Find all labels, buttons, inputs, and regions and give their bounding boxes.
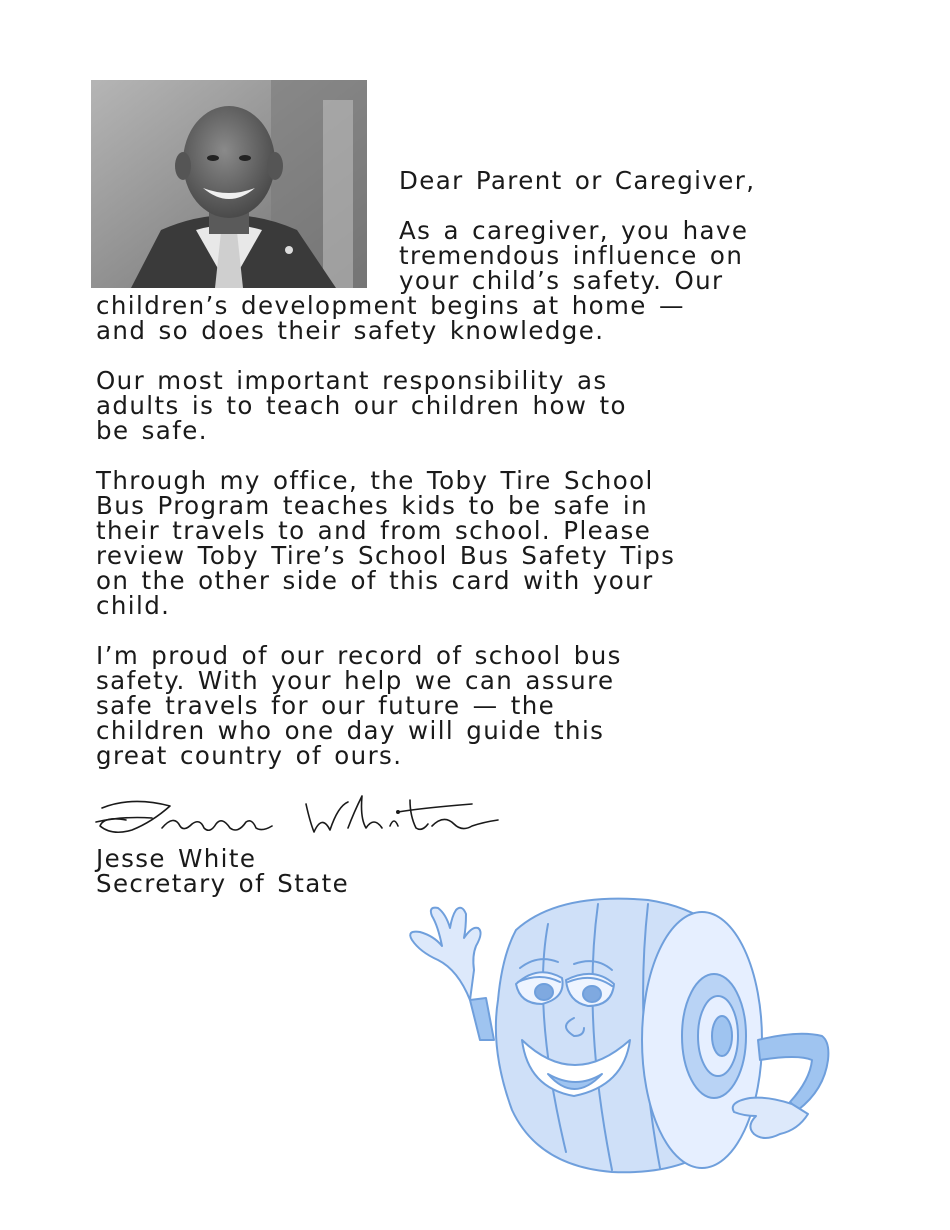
paragraph-line: adults is to teach our children how to (96, 391, 627, 420)
paragraph-line: safety. With your help we can assure (96, 666, 615, 695)
signer-block (96, 846, 349, 896)
paragraph-1 (96, 218, 866, 343)
paragraph-line: and so does their safety knowledge. (96, 316, 605, 345)
toby-tire-mascot (398, 890, 868, 1180)
paragraph-2 (96, 368, 866, 443)
paragraph-line: great country of ours. (96, 741, 403, 770)
paragraph-line: As a caregiver, you have (399, 216, 749, 245)
paragraph-line: Bus Program teaches kids to be safe in (96, 491, 649, 520)
paragraph-line: safe travels for our future — the (96, 691, 556, 720)
paragraph-line: Our most important responsibility as (96, 366, 608, 395)
paragraph-line: tremendous influence on (399, 241, 744, 270)
paragraph-line: be safe. (96, 416, 208, 445)
greeting: Dear Parent or Caregiver, (399, 166, 756, 195)
paragraph-3 (96, 468, 866, 618)
signer-title: Secretary of State (96, 869, 350, 898)
paragraph-line: children who one day will guide this (96, 716, 605, 745)
paragraph-line: child. (96, 591, 171, 620)
paragraph-line: your child’s safety. Our (399, 266, 724, 295)
handwritten-signature (92, 792, 502, 842)
paragraph-line: on the other side of this card with your (96, 566, 654, 595)
paragraph-line: I’m proud of our record of school bus (96, 641, 622, 670)
signer-name: Jesse White (96, 844, 257, 873)
paragraph-line: Through my office, the Toby Tire School (96, 466, 654, 495)
letter-body (96, 168, 866, 793)
paragraph-4 (96, 643, 866, 768)
paragraph-line: their travels to and from school. Please (96, 516, 652, 545)
paragraph-line: review Toby Tire’s School Bus Safety Tips (96, 541, 676, 570)
paragraph-line: children’s development begins at home — (96, 291, 685, 320)
